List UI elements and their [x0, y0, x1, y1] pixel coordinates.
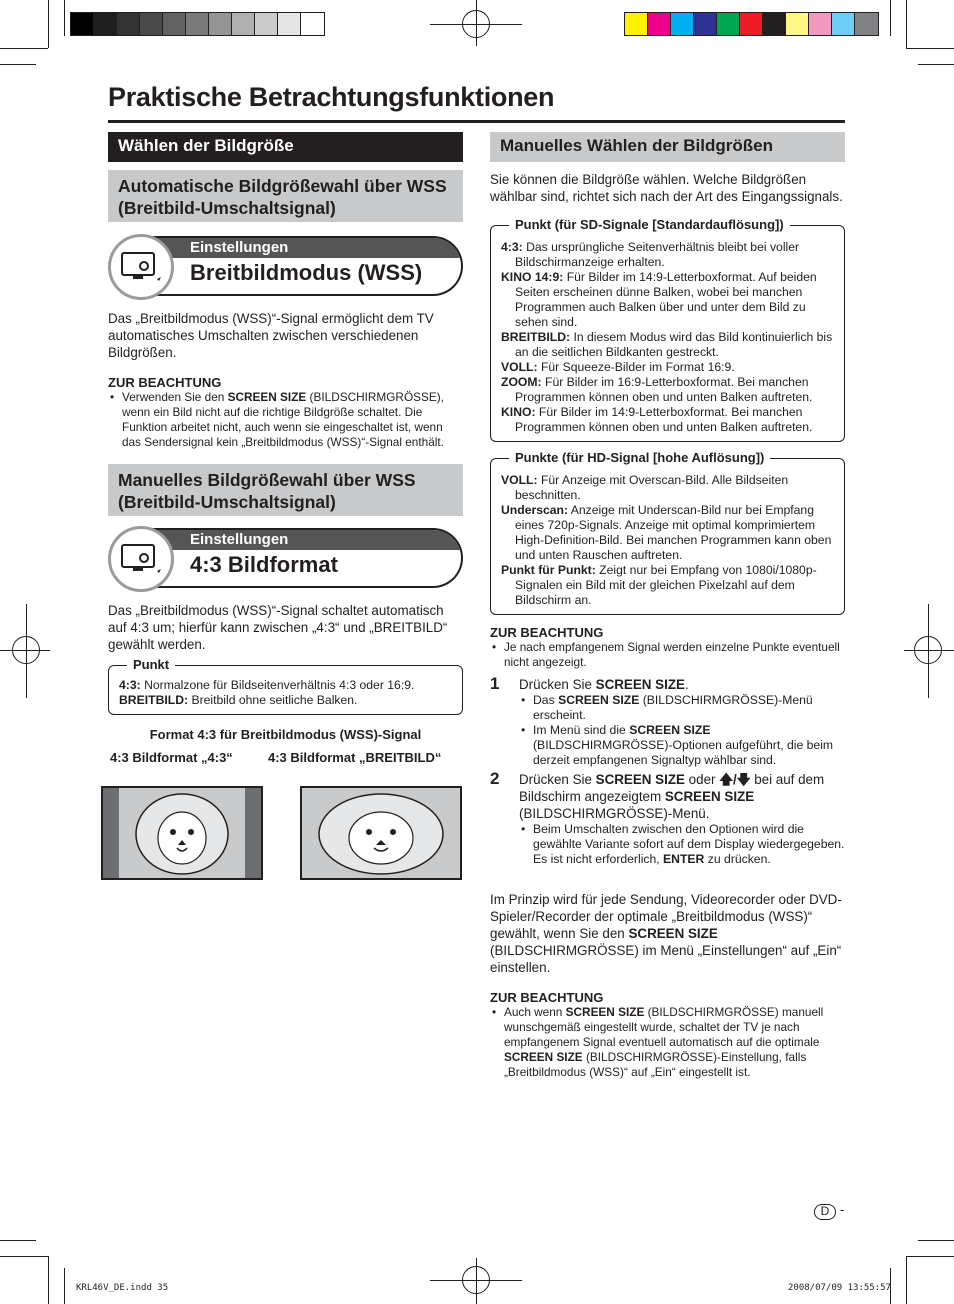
step-text: bei auf dem Bildschirm angezeigtem [519, 772, 825, 804]
option-term: BREITBILD: [501, 330, 571, 344]
registration-mark [928, 604, 929, 698]
menu-pill [136, 528, 463, 588]
color-swatch [694, 13, 717, 35]
footer-timestamp: 2008/07/09 13:55:57 [788, 1283, 891, 1293]
menu-item-title: Breitbildmodus (WSS) [190, 260, 423, 285]
option-term: 4:3: [119, 678, 141, 692]
para-text: (BILDSCHIRMGRÖSSE) im Menü „Einstellungen“ auf „Ein“ einstellen. [490, 943, 842, 975]
registration-mark [26, 604, 27, 698]
note-text: Auch wenn [504, 1005, 566, 1019]
option-term: KINO: [501, 405, 536, 419]
lion-illustration [125, 790, 239, 876]
box-title: Punkte (für HD-Signal [hohe Auflösung]) [509, 450, 770, 465]
footer-filename: KRL46V_DE.indd 35 [76, 1283, 169, 1293]
color-swatch [832, 13, 855, 35]
option-term: KINO 14:9: [501, 270, 564, 284]
image-caption: 4:3 Bildformat „BREITBILD“ [268, 750, 442, 765]
lion-image-4-3 [101, 786, 263, 880]
option-term: Underscan: [501, 503, 569, 517]
option-term: ZOOM: [501, 375, 542, 389]
subsection-heading: Automatische Bildgrößewahl über WSS (Breitbild-Umschaltsignal) [108, 170, 463, 222]
color-swatch [648, 13, 671, 35]
option-entry [501, 563, 836, 608]
step-number: 2 [490, 769, 500, 788]
option-term: BREITBILD: [119, 693, 189, 707]
step-keyword: SCREEN SIZE [595, 772, 685, 787]
crop-mark [906, 0, 907, 48]
color-swatch [163, 13, 186, 35]
color-swatch [232, 13, 255, 35]
step-2 [490, 771, 845, 867]
sub-text: Das [533, 693, 559, 707]
hd-options-list [501, 473, 836, 608]
step-keyword: SCREEN SIZE [595, 677, 685, 692]
section-heading: Manuelles Wählen der Bildgrößen [490, 132, 845, 162]
box-title: Punkt [127, 657, 175, 672]
note-text: Verwenden Sie den [122, 390, 228, 404]
crop-mark [918, 1240, 954, 1241]
lion-image-breitbild [300, 786, 462, 880]
color-swatch [786, 13, 809, 35]
sub-text: Beim Umschalten zwischen den Optionen wird die gewählte Variante sofort auf dem Display wiedergegeben. Es ist nicht erforderlich, [533, 822, 845, 866]
box-title: Punkt (für SD-Signale [Standardauflösung]) [509, 217, 790, 232]
crop-mark [0, 64, 36, 65]
crop-mark [890, 0, 891, 36]
punkt-box [108, 657, 463, 715]
registration-mark [476, 1258, 477, 1304]
note-text: (BILDSCHIRMGRÖSSE), wenn ein Bild nicht auf die richtige Bildgröße schaltet. Die Funktion arbeitet nicht, auch wenn sie eingeschaltet ist, wenn das Sendersignal kein „Breitbildmodus (WSS)“-Signal enthält. [122, 390, 444, 449]
crop-mark [906, 48, 954, 49]
crop-mark [0, 1256, 48, 1257]
process-color-bar [624, 12, 879, 36]
color-swatch [671, 13, 694, 35]
option-text: In diesem Modus wird das Bild kontinuierlich bis an die seitlichen Bildkanten gestreckt. [515, 330, 833, 359]
color-swatch [717, 13, 740, 35]
menu-category: Einstellungen [136, 530, 461, 550]
crop-mark [64, 1268, 65, 1304]
sd-options-list [501, 240, 836, 435]
intro-paragraph: Das „Breitbildmodus (WSS)“-Signal schaltet automatisch auf 4:3 um; hierfür kann zwischen „4:3“ und „BREITBILD“ gewählt werden. [108, 603, 448, 652]
note-item [108, 390, 463, 450]
note-text: (BILDSCHIRMGRÖSSE)-Einstellung, falls „Breitbildmodus (WSS)“ auf „Ein“ eingestellt ist. [504, 1050, 807, 1079]
menu-pill [136, 236, 463, 296]
color-swatch [255, 13, 278, 35]
step-text: Drücken Sie [519, 677, 596, 692]
right-column [490, 132, 845, 1080]
color-swatch [763, 13, 786, 35]
hd-options-box [490, 450, 845, 615]
color-swatch [740, 13, 763, 35]
menu-path-badge [108, 236, 463, 300]
option-text: Für Squeeze-Bilder im Format 16:9. [537, 360, 735, 374]
option-term: VOLL: [501, 473, 538, 487]
section-heading: Wählen der Bildgröße [108, 132, 463, 162]
step-subitem [519, 723, 845, 768]
crop-mark [0, 48, 48, 49]
step-keyword: SCREEN SIZE [664, 789, 755, 804]
color-swatch [71, 13, 94, 35]
note-item: • Je nach empfangenem Signal werden einzelne Punkte eventuell nicht angezeigt. [490, 640, 845, 670]
option-entry [119, 678, 454, 693]
crop-mark [48, 0, 49, 48]
color-swatch [301, 13, 324, 35]
sub-keyword: ENTER [663, 852, 705, 866]
crop-mark [48, 1256, 49, 1304]
crop-mark [918, 64, 954, 65]
option-text: Normalzone für Bildseitenverhältnis 4:3 oder 16:9. [140, 678, 415, 692]
step-subitem [519, 822, 845, 867]
color-swatch [809, 13, 832, 35]
para-text: Im Prinzip wird für jede Sendung, Videorecorder oder DVD-Spieler/Recorder der optimale „Breitbildmodus (WSS)“ gewählt, wenn Sie den [490, 892, 842, 941]
para-keyword: SCREEN SIZE [628, 926, 718, 941]
registration-mark [0, 650, 50, 651]
page-number-dash: - [840, 1202, 845, 1217]
menu-item-title: 4:3 Bildformat [190, 552, 338, 577]
option-entry [119, 693, 454, 708]
step-text: oder [684, 772, 720, 787]
title-rule [108, 120, 845, 123]
intro-paragraph: Das „Breitbildmodus (WSS)“-Signal ermöglicht dem TV automatisches Umschalten zwischen verschiedenen Bildgrößen. [108, 311, 434, 360]
note-keyword: SCREEN SIZE [504, 1050, 583, 1064]
step-subitem [519, 693, 845, 723]
crop-mark [906, 1256, 907, 1304]
option-text: Für Anzeige mit Overscan-Bild. Alle Bildseiten beschnitten. [515, 473, 789, 502]
crop-mark [0, 1240, 36, 1241]
grey-color-bar [70, 12, 325, 36]
note-item [490, 1005, 845, 1080]
image-captions [108, 750, 463, 776]
note-heading: ZUR BEACHTUNG [490, 990, 604, 1005]
option-text: Anzeige mit Underscan-Bild nur bei Empfang eines 720p-Signals. Anzeige mit optimal komprimiertem High-Definition-Bild. Bei manchen Programmen kann oben und unten Rauschen auftreten. [515, 503, 832, 562]
color-swatch [278, 13, 301, 35]
option-entry [501, 360, 836, 375]
settings-tv-icon [108, 526, 174, 592]
settings-tv-icon [108, 234, 174, 300]
step-text: Drücken Sie [519, 772, 596, 787]
option-term: Punkt für Punkt: [501, 563, 596, 577]
sub-text: (BILDSCHIRMGRÖSSE)-Menü erscheint. [533, 693, 813, 722]
sub-keyword: SCREEN SIZE [558, 693, 640, 707]
sub-keyword: SCREEN SIZE [629, 723, 711, 737]
registration-mark [476, 0, 477, 46]
intro-paragraph: Sie können die Bildgröße wählen. Welche Bildgrößen wählbar sind, richtet sich nach der Art des Eingangssignals. [490, 172, 843, 204]
lion-illustration [306, 790, 456, 876]
option-entry [501, 330, 836, 360]
up-down-arrow-icon: 🡅/🡇 [719, 772, 751, 787]
menu-path-badge [108, 528, 463, 592]
option-entry [501, 473, 836, 503]
option-text: Für Bilder im 16:9-Letterboxformat. Bei manchen Programmen können oben und unten Balken auftreten. [515, 375, 813, 404]
color-swatch [625, 13, 648, 35]
sd-options-box [490, 217, 845, 442]
note-keyword: SCREEN SIZE [227, 390, 307, 404]
registration-mark [904, 650, 954, 651]
color-swatch [117, 13, 140, 35]
option-entry [501, 503, 836, 563]
menu-category: Einstellungen [136, 238, 461, 258]
option-text: Breitbild ohne seitliche Balken. [188, 693, 358, 707]
step-text: . [684, 677, 689, 692]
option-text: Für Bilder im 14:9-Letterboxformat. Bei manchen Programmen können oben und unten Balken auftreten. [515, 405, 813, 434]
image-caption: 4:3 Bildformat „4:3“ [110, 750, 233, 765]
step-1 [490, 676, 845, 768]
sub-text: zu drücken. [704, 852, 771, 866]
option-entry [501, 270, 836, 330]
color-swatch [140, 13, 163, 35]
option-term: 4:3: [501, 240, 523, 254]
page-title: Praktische Betrachtungsfunktionen [108, 82, 555, 112]
note-keyword: SCREEN SIZE [565, 1005, 645, 1019]
color-swatch [186, 13, 209, 35]
option-entry [501, 375, 836, 405]
step-text: (BILDSCHIRMGRÖSSE)-Menü. [519, 806, 710, 821]
left-column [108, 132, 463, 776]
subsection-heading: Manuelles Bildgrößewahl über WSS (Breitbild-Umschaltsignal) [108, 464, 463, 516]
crop-mark [64, 0, 65, 36]
step-number: 1 [490, 674, 500, 693]
option-entry [501, 240, 836, 270]
summary-paragraph [490, 891, 845, 976]
note-heading: ZUR BEACHTUNG [108, 375, 222, 390]
color-swatch [94, 13, 117, 35]
figure-caption: Format 4:3 für Breitbildmodus (WSS)-Signal [149, 727, 422, 742]
option-text: Zeigt nur bei Empfang von 1080i/1080p-Signalen ein Bild mit der gleichen Pixelzahl auf dem Bildschirm an. [515, 563, 817, 607]
sub-text: Im Menü sind die [533, 723, 630, 737]
color-swatch [855, 13, 878, 35]
crop-mark [906, 1256, 954, 1257]
note-heading: ZUR BEACHTUNG [490, 625, 604, 640]
option-term: VOLL: [501, 360, 538, 374]
option-entry [501, 405, 836, 435]
option-text: Für Bilder im 14:9-Letterboxformat. Auf beiden Seiten erscheinen dünne Balken, wobei bei manchen Programmen auch Balken über und unter dem Bild zu sehen sind. [515, 270, 817, 329]
option-text: Das ursprüngliche Seitenverhältnis bleibt bei voller Bildschirmanzeige erhalten. [515, 240, 800, 269]
note-text: (BILDSCHIRMGRÖSSE) manuell wunschgemäß eingestellt wurde, schaltet der TV je nach empfangenem Signal eventuell automatisch auf die optimale [504, 1005, 824, 1049]
sub-text: (BILDSCHIRMGRÖSSE)-Optionen aufgeführt, die beim derzeit empfangenen Signaltyp wählbar sind. [533, 738, 834, 767]
color-swatch [209, 13, 232, 35]
page-language-marker: D [814, 1204, 836, 1220]
